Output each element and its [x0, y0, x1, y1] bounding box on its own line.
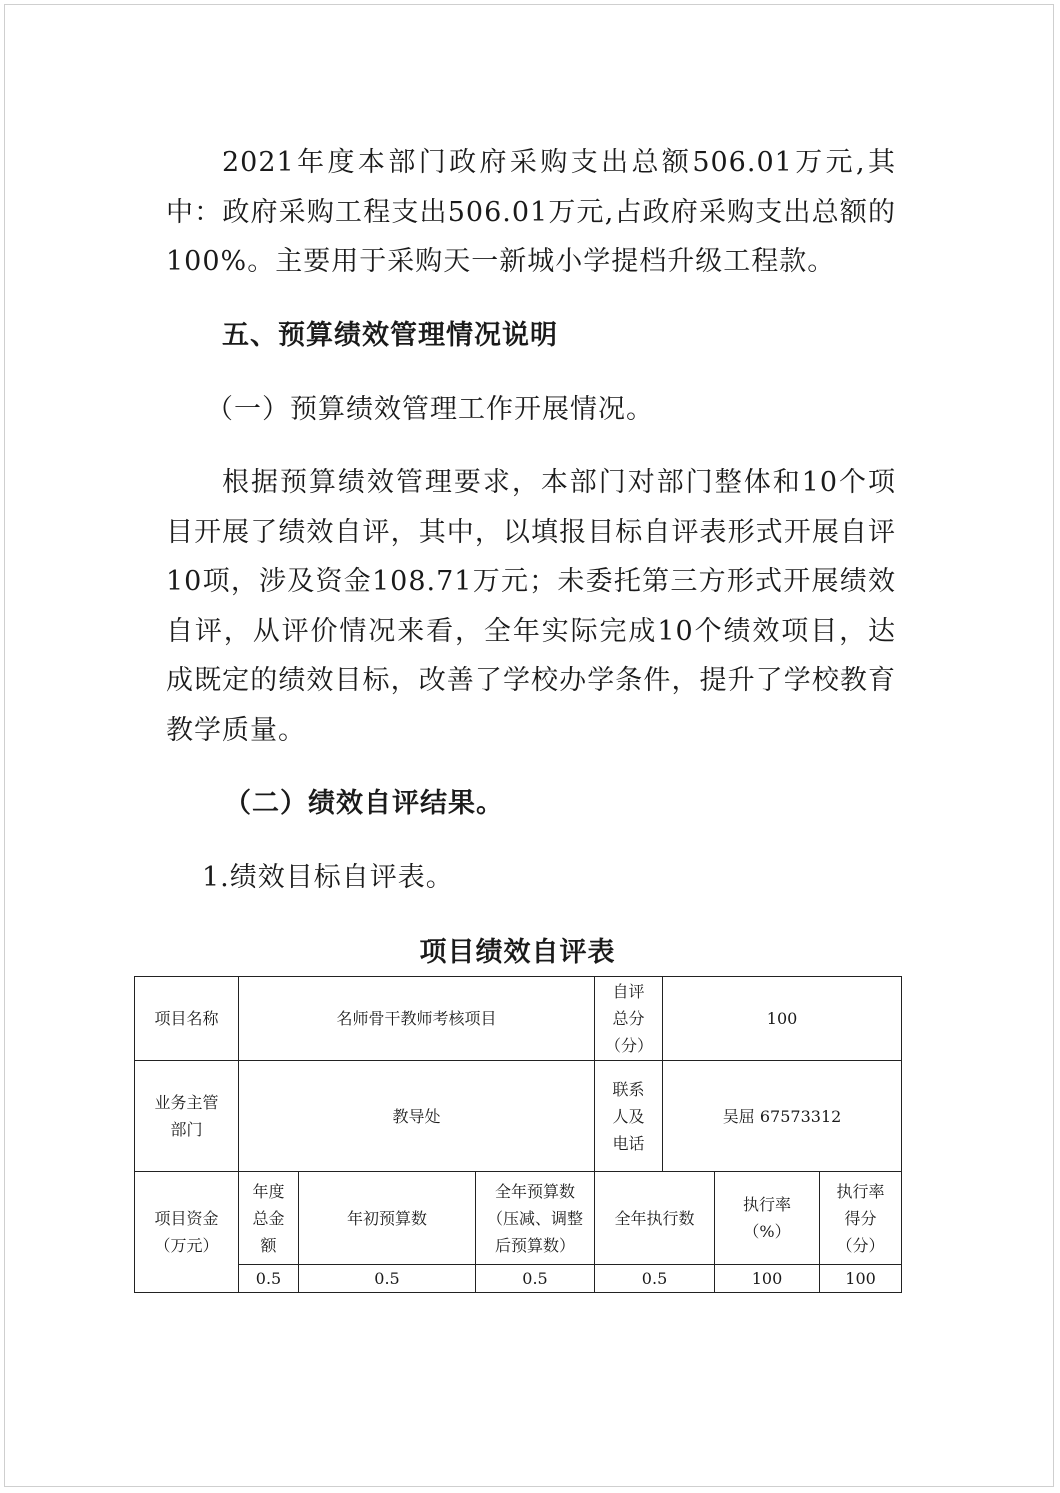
col-header-initial-budget: 年初预算数: [299, 1172, 476, 1265]
cell-execution: 0.5: [595, 1265, 715, 1293]
table-row: [135, 1265, 902, 1293]
procurement-paragraph: 2021年度本部门政府采购支出总额506.01万元,其中：政府采购工程支出506.01万元,占政府采购支出总额的100%。主要用于采购天一新城小学提档升级工程款。: [166, 147, 896, 277]
project-name-label: 项目名称: [135, 977, 239, 1061]
contact-label: 联系人及电话: [595, 1061, 663, 1172]
col-header-full-year-budget: 全年预算数（压减、调整后预算数）: [476, 1172, 595, 1265]
cell-exec-rate: 100: [715, 1265, 820, 1293]
project-name-value: 名师骨干教师考核项目: [239, 977, 595, 1061]
score-label: 自评总分（分）: [595, 977, 663, 1061]
table-row: [135, 1172, 902, 1265]
subheading-1: （一）预算绩效管理工作开展情况。: [206, 394, 654, 425]
contact-value: 吴屈 67573312: [663, 1061, 902, 1172]
funds-label: 项目资金（万元）: [135, 1172, 239, 1293]
col-header-exec-rate: 执行率（%）: [715, 1172, 820, 1265]
subheading-2: （二）绩效自评结果。: [224, 788, 504, 819]
cell-initial-budget: 0.5: [299, 1265, 476, 1293]
cell-annual-total: 0.5: [239, 1265, 299, 1293]
performance-paragraph: 根据预算绩效管理要求，本部门对部门整体和10个项目开展了绩效自评，其中，以填报目标自评表形式开展自评10项，涉及资金108.71万元；未委托第三方形式开展绩效自评，从评价情况来看，全年实际完成10个绩效项目，达成既定的绩效目标，改善了学校办学条件，提升了学校教育教学质量。: [166, 467, 896, 746]
dept-label: 业务主管部门: [135, 1061, 239, 1172]
col-header-exec-score: 执行率得分（分）: [820, 1172, 902, 1265]
table-row: [135, 977, 902, 1061]
item-heading-1: 1.绩效目标自评表。: [202, 862, 454, 893]
dept-value: 教导处: [239, 1061, 595, 1172]
cell-exec-score: 100: [820, 1265, 902, 1293]
self-evaluation-table: [134, 976, 902, 1293]
col-header-annual-total: 年度总金额: [239, 1172, 299, 1265]
section-heading-5: 五、预算绩效管理情况说明: [222, 320, 558, 351]
table-title: 项目绩效自评表: [419, 937, 616, 968]
col-header-execution: 全年执行数: [595, 1172, 715, 1265]
cell-full-year-budget: 0.5: [476, 1265, 595, 1293]
table-row: [135, 1061, 902, 1172]
score-value: 100: [663, 977, 902, 1061]
